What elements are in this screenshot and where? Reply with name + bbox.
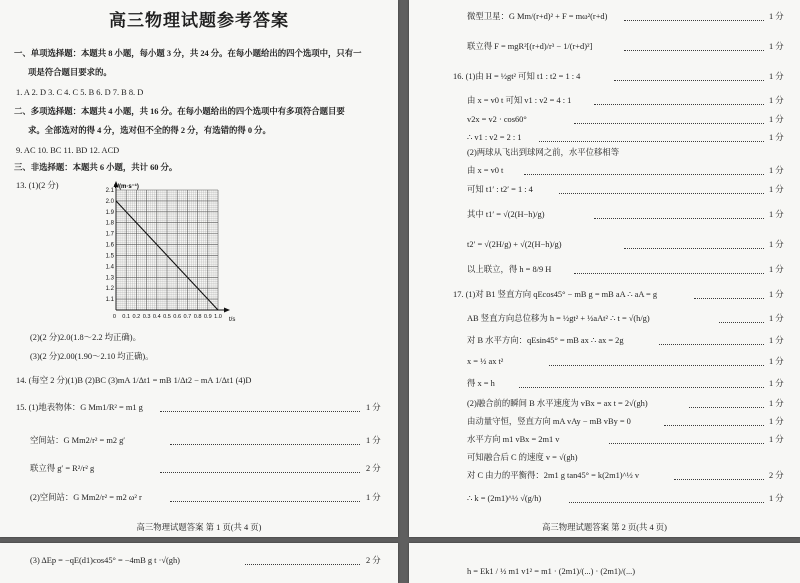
q17-step3: 对 B 水平方向：qEsin45° = mB ax ∴ ax = 2g [467, 336, 624, 345]
score-mark: 1 分 [769, 210, 784, 219]
q15-step5: 微型卫星：G Mm/(r+d)² + F = mω²(r+d) [467, 12, 608, 21]
score-mark: 1 分 [769, 357, 784, 366]
x-tick-label: 1.0 [214, 314, 222, 320]
page-footer: 高三物理试题答案 第 2 页(共 4 页) [542, 523, 667, 532]
section-2-heading-line2: 求。全部选对的得 4 分，选对但不全的得 2 分，有选错的得 0 分。 [28, 126, 271, 135]
q16-step9: t2′ = √(2H/g) + √(2(H−h)/g) [467, 240, 562, 249]
score-mark: 1 分 [769, 72, 784, 81]
section-2-heading-line1: 二、多项选择题：本题共 4 小题，共 16 分。在每小题给出的四个选项中有多项符合题目要 [14, 107, 345, 116]
x-tick-label: 0.3 [142, 314, 151, 320]
q15-step3: 联立得 g′ = R²/r² g [30, 464, 95, 473]
leader-dots [624, 50, 764, 51]
x-tick-label: 0.4 [152, 314, 161, 320]
answer-page-1 [0, 0, 398, 537]
y-tick-label: 1.9 [105, 209, 114, 216]
leader-dots [674, 479, 764, 480]
velocity-time-graph [86, 180, 246, 328]
leader-dots [574, 273, 764, 274]
leader-dots [624, 20, 764, 21]
x-axis-arrow [224, 308, 230, 313]
leader-dots [719, 322, 764, 323]
y-tick-label: 1.3 [105, 275, 114, 282]
q15-step2: 空间站：G Mm2/r² = m2 g′ [30, 436, 126, 445]
graph-x-axis-label: t/s [229, 317, 236, 323]
q16-step3: v2x = v2 · cos60° [467, 115, 527, 124]
x-tick-label: 0.6 [173, 314, 182, 320]
q17-step2: AB 竖直方向总位移为 h = ½gt² + ½aAt² ∴ t = √(h/g) [467, 314, 650, 323]
y-tick-label: 1.8 [105, 220, 114, 227]
leader-dots [614, 80, 764, 81]
leader-dots [559, 193, 764, 194]
x-tick-label: 0.1 [122, 314, 131, 320]
page-footer: 高三物理试题答案 第 1 页(共 4 页) [136, 523, 262, 532]
score-mark: 1 分 [366, 436, 381, 445]
q17-step9: 可知融合后 C 的速度 v = √(gh) [467, 453, 578, 462]
page-title: 高三物理试题参考答案 [109, 11, 289, 31]
section-1-heading-line1: 一、单项选择题：本题共 8 小题，每小题 3 分，共 24 分。在每小题给出的四个选项中，只有一 [14, 49, 362, 58]
leader-dots [609, 443, 764, 444]
q16-step10: 以上联立，得 h = 8/9 H [467, 265, 552, 274]
q16-step4: ∴ v1 : v2 = 2 : 1 [467, 133, 522, 142]
score-mark: 1 分 [366, 493, 381, 502]
graph-y-axis-label: v/(m·s⁻¹) [114, 184, 139, 190]
leader-dots [594, 104, 764, 105]
leader-dots [549, 365, 764, 366]
leader-dots [519, 387, 764, 388]
q15-step1: 15. (1)地表物体：G Mm1/R² = m1 g [16, 403, 143, 412]
leader-dots [569, 502, 764, 503]
q17-step1: 17. (1)对 B1 竖直方向 qEcos45° − mB g = mB aA ∴ aA = g [453, 290, 658, 299]
leader-dots [160, 472, 360, 473]
graph-y-tick-labels [106, 188, 115, 303]
section-3-heading: 三、非选择题：本题共 6 小题，共计 60 分。 [14, 163, 178, 172]
section-2-answers: 9. AC 10. BC 11. BD 12. ACD [16, 146, 120, 155]
q17-step4: x = ½ ax t² [467, 357, 504, 366]
x-tick-label: 0.8 [193, 314, 202, 320]
score-mark: 1 分 [769, 314, 784, 323]
q17-step8: 水平方向 m1 vBx = 2m1 v [467, 435, 560, 444]
q13-part2: (2)(2 分)2.0(1.8～2.2 均正确)。 [30, 333, 141, 342]
score-mark: 2 分 [366, 464, 381, 473]
section-1-answers: 1. A 2. D 3. C 4. C 5. B 6. D 7. B 8. D [16, 88, 144, 97]
y-tick-label: 1.7 [105, 231, 114, 238]
score-mark: 1 分 [769, 379, 784, 388]
q17-step6: (2)融合前的瞬间 B 水平速度为 vBx = ax t = 2√(gh) [467, 399, 648, 408]
q16-step5: (2)两球从飞出到球网之前，水平位移相等 [467, 148, 620, 157]
x-tick-label: 0.2 [132, 314, 141, 320]
q13-part3: (3)(2 分)2.00(1.90～2.10 均正确)。 [30, 352, 154, 361]
q17-step11: ∴ k = (2m1)^½ √(g/h) [467, 494, 542, 503]
x-tick-label: 0.7 [183, 314, 192, 320]
x-tick-label: 0 [112, 314, 116, 320]
answer-page-4 [409, 543, 800, 583]
y-tick-label: 1.5 [105, 253, 114, 260]
score-mark: 1 分 [769, 435, 784, 444]
score-mark: 1 分 [769, 336, 784, 345]
leader-dots [539, 141, 764, 142]
leader-dots [624, 248, 764, 249]
q15-step6: 联立得 F = mgR²[(r+d)/r³ − 1/(r+d)²] [467, 42, 593, 51]
score-mark: 1 分 [769, 290, 784, 299]
y-tick-label: 1.6 [105, 242, 114, 249]
q17-step5: 得 x = h [467, 379, 495, 388]
leader-dots [664, 425, 764, 426]
leader-dots [170, 444, 360, 445]
q17-step7: 由动量守恒，竖直方向 mA vAy − mB vBy = 0 [467, 417, 631, 426]
score-mark: 1 分 [769, 166, 784, 175]
score-mark: 2 分 [366, 556, 381, 565]
y-tick-label: 2.1 [105, 188, 114, 194]
q17-step12: (3) ΔEp = −qE(d1)cos45° = −4mB g t ·√(gh) [30, 556, 180, 565]
leader-dots [245, 564, 360, 565]
score-mark: 1 分 [769, 399, 784, 408]
q16-step6: 由 x = v0 t [467, 166, 504, 175]
leader-dots [689, 407, 764, 408]
q14-answers: 14. (每空 2 分)(1)B (2)BC (3)mA 1/Δt1 = mB 1/Δt2 − mA 1/Δt1 (4)D [16, 376, 252, 385]
y-tick-label: 1.4 [105, 264, 114, 271]
score-mark: 2 分 [769, 471, 784, 480]
answer-page-2 [409, 0, 800, 537]
graph-major-grid [116, 190, 218, 310]
q17-step10: 对 C 由力的平衡得：2m1 g tan45° = k(2m1)^½ v [467, 471, 640, 480]
score-mark: 1 分 [769, 12, 784, 21]
x-tick-label: 0.9 [203, 314, 212, 320]
leader-dots [594, 218, 764, 219]
leader-dots [160, 411, 360, 412]
score-mark: 1 分 [769, 115, 784, 124]
score-mark: 1 分 [769, 42, 784, 51]
y-tick-label: 1.2 [105, 286, 114, 293]
graph-x-tick-labels [113, 314, 222, 320]
score-mark: 1 分 [769, 240, 784, 249]
q18-step1: h = Ek1 / ½ m1 v1² = m1 · (2m1)/(...) · (2m1)/(...) [467, 567, 636, 576]
q13-part1: 13. (1)(2 分) [16, 181, 59, 190]
leader-dots [694, 298, 764, 299]
score-mark: 1 分 [769, 96, 784, 105]
q16-step1: 16. (1)由 H = ½gt² 可知 t1 : t2 = 1 : 4 [453, 72, 581, 81]
score-mark: 1 分 [769, 185, 784, 194]
q15-step4: (2)空间站：G Mm2/r² = m2 ω² r [30, 493, 142, 502]
section-1-heading-line2: 项是符合题目要求的。 [28, 68, 112, 77]
score-mark: 1 分 [366, 403, 381, 412]
y-tick-label: 1.1 [105, 297, 114, 304]
y-tick-label: 2.0 [105, 198, 114, 205]
score-mark: 1 分 [769, 265, 784, 274]
answer-page-3 [0, 543, 398, 583]
score-mark: 1 分 [769, 494, 784, 503]
score-mark: 1 分 [769, 133, 784, 142]
q16-step7: 可知 t1′ : t2′ = 1 : 4 [467, 185, 533, 194]
x-tick-label: 0.5 [163, 314, 171, 320]
leader-dots [170, 501, 360, 502]
leader-dots [659, 344, 764, 345]
leader-dots [524, 174, 764, 175]
q16-step8: 其中 t1′ = √(2(H−h)/g) [467, 210, 545, 219]
q16-step2: 由 x = v0 t 可知 v1 : v2 = 4 : 1 [467, 96, 572, 105]
score-mark: 1 分 [769, 417, 784, 426]
leader-dots [574, 123, 764, 124]
